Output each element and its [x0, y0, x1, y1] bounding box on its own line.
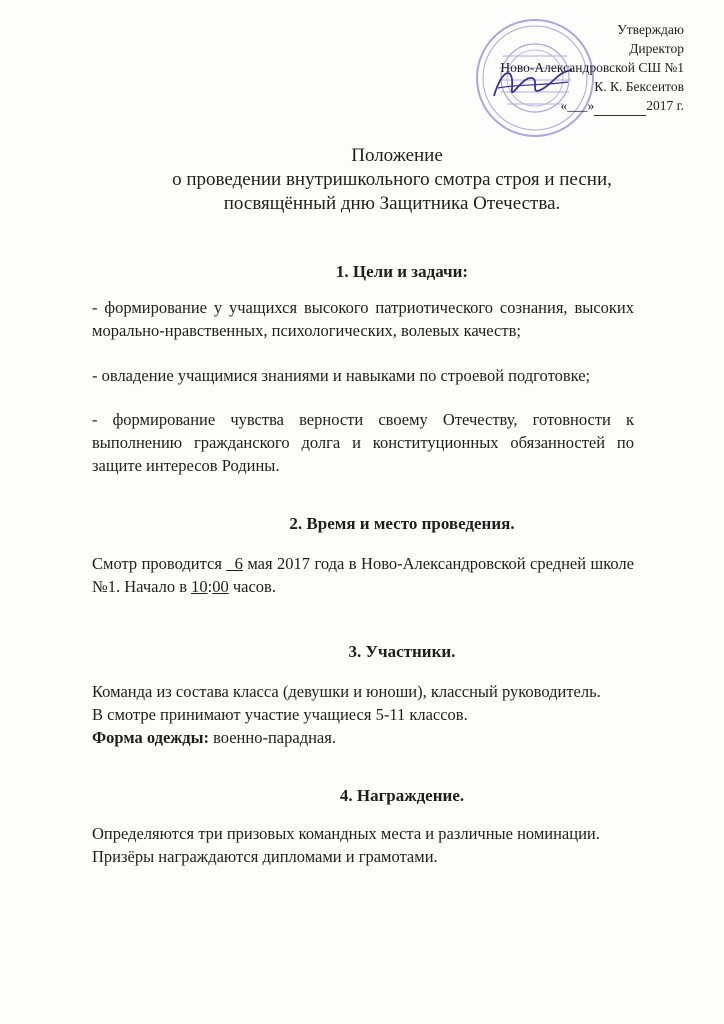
- approval-block: [500, 20, 684, 116]
- section-heading-participants: 3. Участники.: [348, 642, 456, 661]
- participants-line-3: Форма одежды: военно-парадная.: [92, 728, 336, 747]
- event-day: _6: [226, 554, 243, 573]
- section-heading-awards: 4. Награждение.: [339, 786, 465, 805]
- section-heading-goals: 1. Цели и задачи:: [335, 262, 469, 281]
- approval-director-name: К. К. Бексеитов: [594, 79, 684, 94]
- start-hour: 10: [191, 577, 208, 596]
- approval-position: Директор: [629, 41, 684, 56]
- goal-paragraph-2: - овладение учащимися знаниями и навыками по строевой подготовке;: [92, 366, 591, 385]
- goal-paragraph-1: - формирование у учащихся высокого патриотического сознания, высоких морально-нравственных, психологических, волевых качеств;: [92, 298, 634, 340]
- time-place-paragraph: Смотр проводится _6 мая 2017 года в Ново-Александровской средней школе №1. Начало в 10:00 часов.: [92, 554, 634, 596]
- title-line-1: Положение: [351, 145, 443, 166]
- awards-line-2: Призёры награждаются дипломами и грамотами.: [92, 847, 438, 866]
- participants-line-1: Команда из состава класса (девушки и юноши), классный руководитель.: [92, 682, 601, 701]
- approval-approve: Утверждаю: [617, 22, 684, 37]
- start-minute: 00: [212, 577, 229, 596]
- goal-paragraph-3: - формирование чувства верности своему Отечеству, готовности к выполнению гражданского долга и конституционных обязанностей по защите интересов Родины.: [92, 410, 634, 475]
- participants-block: [92, 680, 652, 749]
- title-line-2: о проведении внутришкольного смотра строя и песни,: [172, 169, 612, 190]
- participants-line-2: В смотре принимают участие учащиеся 5-11 классов.: [92, 705, 468, 724]
- awards-block: [92, 822, 652, 868]
- title-line-3: посвящённый дню Защитника Отечества.: [223, 193, 561, 214]
- section-heading-time-place: 2. Время и место проведения.: [289, 514, 515, 533]
- approval-date: «___» 2017 г.: [500, 96, 684, 116]
- awards-line-1: Определяются три призовых командных места и различные номинации.: [92, 824, 600, 843]
- approval-school: Ново-Александровской СШ №1: [500, 60, 684, 75]
- document-title: [0, 144, 724, 216]
